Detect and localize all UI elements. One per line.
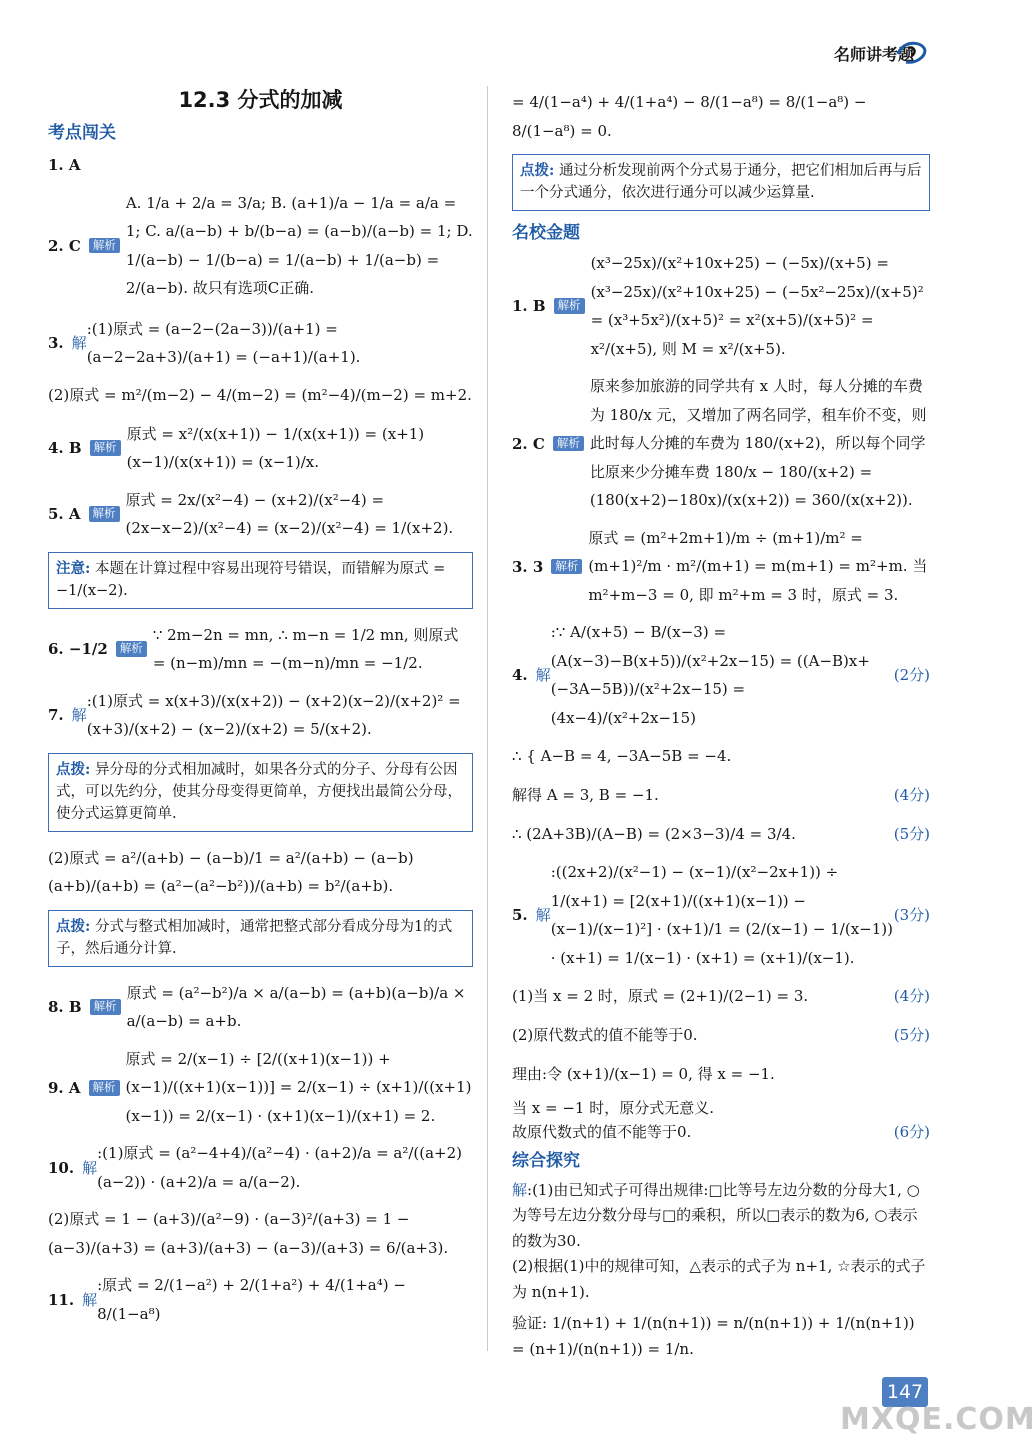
- answer-11: [48, 1271, 473, 1328]
- answer-text: 原式 = (a²−b²)/a × a/(a−b) = (a+b)(a−b)/a × a/(a−b) = a+b.: [126, 983, 466, 1031]
- tip-label: 点拨:: [56, 760, 91, 778]
- answer-number: 7.: [48, 706, 64, 725]
- note-box: [48, 552, 473, 609]
- answer-number: 1. B: [512, 297, 546, 316]
- score-points: (2分): [893, 666, 930, 685]
- answer-text: 原来参加旅游的同学共有 x 人时，每人分摊的车费为 180/x 元，又增加了两名同学，租车价不变，则此时每人分摊的车费为 180/(x+2)，所以每个同学比原来少分摊车费 180/x − 180/(x+2) = (180(x+2)−180x)/(x(x+2)) = 360/(x(x+2)).: [589, 377, 927, 510]
- question-5-check: 当 x = −1 时，原分式无意义.: [512, 1099, 714, 1118]
- section-heading-zonghe: 综合探究: [512, 1151, 580, 1172]
- answer-number: 11.: [48, 1290, 75, 1309]
- answer-10: [48, 1139, 473, 1196]
- answer-1: [48, 150, 473, 180]
- score-points: (4分): [893, 987, 930, 1006]
- section-heading-mingxiao: 名校金题: [512, 222, 580, 243]
- answer-text: :∵ A/(x+5) − B/(x−3) = (A(x−3)−B(x+5))/(x²+2x−15) = ((A−B)x+(−3A−5B))/(x²+2x−15) = (4x−4)/(x²+2x−15): [550, 623, 870, 727]
- answer-number: 6. −1/2: [48, 640, 108, 659]
- verification: 验证: 1/(n+1) + 1/(n(n+1)) = n/(n(n+1)) + 1/(n(n+1)) = (n+1)/(n(n+1)) = 1/n.: [512, 1314, 915, 1358]
- comprehensive-answer: [512, 1178, 930, 1363]
- question-5-part-1: [512, 981, 930, 1011]
- answer-number: 3. 3: [512, 557, 544, 576]
- step-text: ∴ (2A+3B)/(A−B) = (2×3−3)/4 = 3/4.: [512, 825, 796, 844]
- watermark: MXQE.COM: [840, 1402, 1036, 1437]
- tip-box: [48, 910, 473, 967]
- tip-text: 通过分析发现前两个分式易于通分，把它们相加后再与后一个分式通分，依次进行通分可以减少运算量.: [520, 163, 922, 202]
- answer-text: :(1)原式 = (a−2−(2a−3))/(a+1) = (a−2−2a+3)/(a+1) = (−a+1)/(a+1).: [86, 319, 361, 367]
- analysis-tag: 解析: [554, 298, 585, 314]
- analysis-tag: 解析: [90, 999, 121, 1015]
- answer-10-part-2: (2)原式 = 1 − (a+3)/(a²−9) · (a−3)²/(a+3) = 1 − (a−3)/(a+3) = (a+3)/(a+3) − (a−3)/(a+3) = 6/(a+3).: [48, 1210, 449, 1257]
- answer-6: [48, 621, 473, 678]
- answer-number: 4.: [512, 666, 528, 685]
- answer-text: :(1)原式 = (a²−4+4)/(a²−4) · (a+2)/a = a²/((a+2)(a−2)) · (a+2)/a = a/(a−2).: [97, 1144, 463, 1191]
- question-3: [512, 524, 930, 610]
- score-points: (3分): [893, 906, 930, 925]
- answer-text: 原式 = 2x/(x²−4) − (x+2)/(x²−4) = (2x−x−2)/(x²−4) = (x−2)/(x²−4) = 1/(x+2).: [125, 490, 454, 538]
- answer-text: 原式 = x²/(x(x+1)) − 1/(x(x+1)) = (x+1)(x−1)/(x(x+1)) = (x−1)/x.: [126, 424, 425, 472]
- question-4-system: ∴ { A−B = 4, −3A−5B = −4.: [512, 747, 732, 766]
- question-5: [512, 858, 930, 972]
- answer-2: [48, 189, 473, 303]
- question-2: [512, 372, 930, 515]
- answer-number: 9. A: [48, 1078, 81, 1097]
- answer-number: 2. C: [48, 236, 81, 255]
- answer-9: [48, 1045, 473, 1131]
- question-4-result: [512, 819, 930, 849]
- column-divider: [487, 86, 488, 1351]
- solution-tag: 解: [535, 666, 551, 685]
- tip-text: 异分母的分式相加减时，如果各分式的分子、分母有公因式，可以先约分，使其分母变得更简单，方便找出最简公分母，使分式运算更简单.: [56, 761, 462, 823]
- question-5-conclusion: [512, 1122, 930, 1142]
- answer-7: [48, 687, 473, 744]
- answer-text: 原式 = (m²+2m+1)/m ÷ (m+1)/m² = (m+1)²/m · m²/(m+1) = m(m+1) = m²+m. 当 m²+m−3 = 0, 即 m²+m = 3 时，原式 = 3.: [588, 528, 928, 604]
- answer-text: :(1)由已知式子可得出规律:□比等号左边分数的分母大1, ○为等号左边分数分母与□的乘积，所以□表示的数为6, ○表示的数为30.: [512, 1180, 920, 1250]
- analysis-tag: 解析: [551, 559, 582, 575]
- tip-label: 点拨:: [520, 162, 555, 179]
- answer-number: 2. C: [512, 434, 545, 453]
- brand-logo-icon: [894, 38, 930, 68]
- answer-3: [48, 315, 473, 372]
- step-text: 解得 A = 3, B = −1.: [512, 786, 659, 805]
- answer-number: 4. B: [48, 439, 82, 458]
- solution-tag: 解: [535, 906, 551, 925]
- solution-tag: 解: [82, 1158, 98, 1177]
- answer-7-part-2: (2)原式 = a²/(a+b) − (a−b)/1 = a²/(a+b) − (a−b)(a+b)/(a+b) = (a²−(a²−b²))/(a+b) = b²/(a+b).: [48, 848, 414, 896]
- answer-text: (x³−25x)/(x²+10x+25) − (−5x)/(x+5) = (x³−25x)/(x²+10x+25) − (−5x²−25x)/(x+5)² = (x³+5x²)/(x+5)² = x²(x+5)/(x+5)² = x²/(x+5), 则 M = x²/(x+5).: [590, 254, 924, 358]
- answer-11-continued: = 4/(1−a⁴) + 4/(1+a⁴) − 8/(1−a⁸) = 8/(1−a⁸) − 8/(1−a⁸) = 0.: [512, 93, 867, 140]
- tip-label: 点拨:: [56, 917, 91, 935]
- solution-tag: 解: [71, 334, 87, 353]
- score-points: (4分): [893, 786, 930, 805]
- question-5-part-2: [512, 1020, 930, 1050]
- answer-text: :(1)原式 = x(x+3)/(x(x+2)) − (x+2)(x−2)/(x+2)² = (x+3)/(x+2) − (x−2)/(x+2) = 5/(x+2).: [86, 691, 461, 739]
- answer-number: 3.: [48, 334, 64, 353]
- answer-4: [48, 420, 473, 477]
- answer-5: [48, 486, 473, 543]
- answer-3-part-2: (2)原式 = m²/(m−2) − 4/(m−2) = (m²−4)/(m−2) = m+2.: [48, 386, 472, 405]
- note-label: 注意:: [56, 559, 91, 577]
- step-text: 故原代数式的值不能等于0.: [512, 1123, 692, 1142]
- question-4: [512, 618, 930, 732]
- tip-box: [512, 154, 930, 211]
- score-points: (5分): [893, 825, 930, 844]
- answer-number: 5. A: [48, 505, 81, 524]
- solution-tag: 解: [512, 1180, 528, 1199]
- right-column: [512, 88, 930, 1362]
- score-points: (5分): [893, 1026, 930, 1045]
- question-1: [512, 249, 930, 363]
- page-number: 147: [882, 1377, 928, 1407]
- answer-number: 5.: [512, 906, 528, 925]
- answer-number: 1. A: [48, 155, 81, 174]
- step-text: (2)原代数式的值不能等于0.: [512, 1026, 698, 1045]
- answer-text: :原式 = 2/(1−a²) + 2/(1+a²) + 4/(1+a⁴) − 8/(1−a⁸): [97, 1276, 406, 1323]
- analysis-tag: 解析: [89, 1080, 120, 1096]
- answer-text: :((2x+2)/(x²−1) − (x−1)/(x²−2x+1)) ÷ 1/(x+1) = [2(x+1)/((x+1)(x−1)) − (x−1)/(x−1)²] · (x+1)/1 = (2/(x−1) − 1/(x−1)) · (x+1) = 1/(x−1) · (x+1) = (x+1)/(x−1).: [550, 863, 893, 967]
- answer-8: [48, 979, 473, 1036]
- section-heading-kaodian: 考点闯关: [48, 123, 116, 144]
- question-4-solve: [512, 780, 930, 810]
- analysis-tag: 解析: [89, 238, 120, 254]
- tip-box: [48, 753, 473, 832]
- answer-text: A. 1/a + 2/a = 3/a; B. (a+1)/a − 1/a = a/a = 1; C. a/(a−b) + b/(b−a) = (a−b)/(a−b) = 1; D. 1/(a−b) − 1/(b−a) = 1/(a−b) + 1/(a−b) = 2/(a−b). 故只有选项C正确.: [125, 193, 473, 298]
- left-column: [48, 88, 473, 1337]
- header-title: 名师讲考题: [833, 45, 914, 64]
- tip-text: 分式与整式相加减时，通常把整式部分看成分母为1的式子，然后通分计算.: [56, 918, 453, 958]
- question-5-reason: 理由:令 (x+1)/(x−1) = 0, 得 x = −1.: [512, 1065, 775, 1084]
- section-title: 12.3 分式的加减: [178, 88, 343, 112]
- score-points: (6分): [893, 1123, 930, 1142]
- analysis-tag: 解析: [116, 641, 147, 657]
- answer-text: 原式 = 2/(x−1) ÷ [2/((x+1)(x−1)) + (x−1)/((x+1)(x−1))] = 2/(x−1) ÷ (x+1)/((x+1)(x−1)) = 2/(x−1) · (x+1)(x−1)/(x+1) = 2.: [125, 1049, 472, 1125]
- analysis-tag: 解析: [90, 440, 121, 456]
- answer-number: 10.: [48, 1158, 75, 1177]
- answer-text: ∵ 2m−2n = mn, ∴ m−n = 1/2 mn, 则原式 = (n−m)/mn = −(m−n)/mn = −1/2.: [152, 625, 459, 673]
- analysis-tag: 解析: [553, 436, 584, 452]
- answer-number: 8. B: [48, 998, 82, 1017]
- solution-tag: 解: [71, 706, 87, 725]
- solution-tag: 解: [82, 1290, 98, 1309]
- answer-part-2: (2)根据(1)中的规律可知，△表示的式子为 n+1, ☆表示的式子为 n(n+1).: [512, 1257, 926, 1301]
- analysis-tag: 解析: [89, 506, 120, 522]
- note-text: 本题在计算过程中容易出现符号错误，而错解为原式 = −1/(x−2).: [56, 560, 446, 600]
- step-text: (1)当 x = 2 时，原式 = (2+1)/(2−1) = 3.: [512, 987, 809, 1006]
